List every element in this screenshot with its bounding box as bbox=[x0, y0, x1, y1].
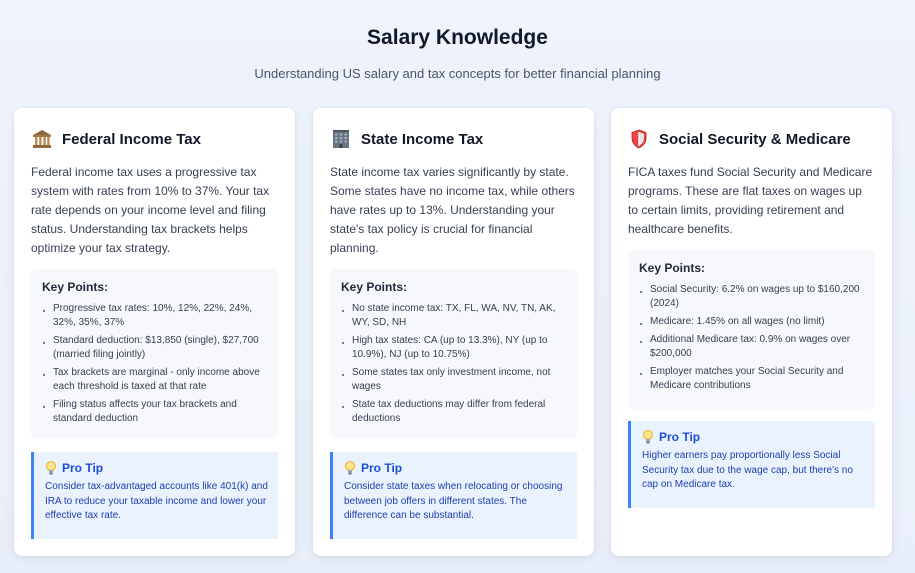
key-points-list bbox=[639, 283, 863, 393]
pro-tip-header bbox=[344, 461, 567, 475]
pro-tip-header bbox=[642, 430, 865, 444]
light-bulb-icon bbox=[642, 430, 654, 444]
pro-tip-title: Pro Tip bbox=[361, 461, 403, 475]
key-points-box bbox=[628, 250, 875, 409]
key-point-item: Additional Medicare tax: 0.9% on wages over $200,000 bbox=[639, 333, 863, 361]
office-building-icon bbox=[330, 128, 352, 150]
pro-tip-text: Consider tax-advantaged accounts like 401(k) and IRA to reduce your taxable income and lower your effective tax rate. bbox=[45, 481, 268, 521]
key-point-item: Employer matches your Social Security and Medicare contributions bbox=[639, 365, 863, 393]
pro-tip-box bbox=[330, 452, 577, 539]
key-points-title: Key Points: bbox=[42, 280, 109, 294]
key-point-item: Tax brackets are marginal - only income above each threshold is taxed at that rate bbox=[42, 366, 266, 394]
card-social-security-medicare bbox=[611, 108, 892, 556]
pro-tip-text: Higher earners pay proportionally less Social Security tax due to the wage cap, but there's no cap on Medicare tax. bbox=[642, 450, 853, 490]
key-point-item: Some states tax only investment income, not wages bbox=[341, 366, 565, 394]
light-bulb-icon bbox=[45, 461, 57, 475]
card-header bbox=[628, 128, 875, 150]
key-points-box bbox=[31, 269, 278, 439]
key-point-item: Social Security: 6.2% on wages up to $160,200 (2024) bbox=[639, 283, 863, 311]
key-points-title: Key Points: bbox=[341, 280, 408, 294]
card-title: State Income Tax bbox=[361, 130, 484, 148]
key-point-item: Progressive tax rates: 10%, 12%, 22%, 24%, 32%, 35%, 37% bbox=[42, 302, 266, 330]
key-point-item: High tax states: CA (up to 13.3%), NY (up to 10.9%), NJ (up to 10.75%) bbox=[341, 334, 565, 362]
pro-tip-box bbox=[31, 452, 278, 539]
card-state-income-tax bbox=[313, 108, 594, 556]
page-subtitle: Understanding US salary and tax concepts for better financial planning bbox=[254, 66, 661, 81]
light-bulb-icon bbox=[344, 461, 356, 475]
card-description: Federal income tax uses a progressive tax system with rates from 10% to 37%. Your tax rate depends on your income level and filing status. Understanding tax brackets helps optimize your tax strategy. bbox=[31, 165, 270, 255]
key-point-item: Medicare: 1.45% on all wages (no limit) bbox=[639, 315, 863, 329]
key-points-box bbox=[330, 269, 577, 439]
card-title: Social Security & Medicare bbox=[659, 130, 851, 148]
pro-tip-title: Pro Tip bbox=[659, 430, 701, 444]
shield-icon bbox=[628, 128, 650, 150]
card-federal-income-tax bbox=[14, 108, 295, 556]
key-point-item: Standard deduction: $13,850 (single), $27,700 (married filing jointly) bbox=[42, 334, 266, 362]
page-title: Salary Knowledge bbox=[367, 26, 548, 49]
card-description: State income tax varies significantly by state. Some states have no income tax, while others have rates up to 13%. Understanding your state's tax policy is crucial for financial planning. bbox=[330, 165, 575, 255]
key-points-list bbox=[341, 302, 565, 426]
key-point-item: State tax deductions may differ from federal deductions bbox=[341, 398, 565, 426]
key-points-list bbox=[42, 302, 266, 426]
key-point-item: Filing status affects your tax brackets and standard deduction bbox=[42, 398, 266, 426]
pro-tip-title: Pro Tip bbox=[62, 461, 104, 475]
classical-building-icon bbox=[31, 128, 53, 150]
key-point-item: No state income tax: TX, FL, WA, NV, TN, AK, WY, SD, NH bbox=[341, 302, 565, 330]
card-description: FICA taxes fund Social Security and Medicare programs. These are flat taxes on wages up to certain limits, providing retirement and healthcare benefits. bbox=[628, 165, 873, 236]
pro-tip-box bbox=[628, 421, 875, 508]
pro-tip-header bbox=[45, 461, 268, 475]
card-header bbox=[330, 128, 577, 150]
card-title: Federal Income Tax bbox=[62, 130, 201, 148]
pro-tip-text: Consider state taxes when relocating or choosing between job offers in different states. The difference can be substantial. bbox=[344, 481, 563, 521]
card-header bbox=[31, 128, 278, 150]
key-points-title: Key Points: bbox=[639, 261, 706, 275]
